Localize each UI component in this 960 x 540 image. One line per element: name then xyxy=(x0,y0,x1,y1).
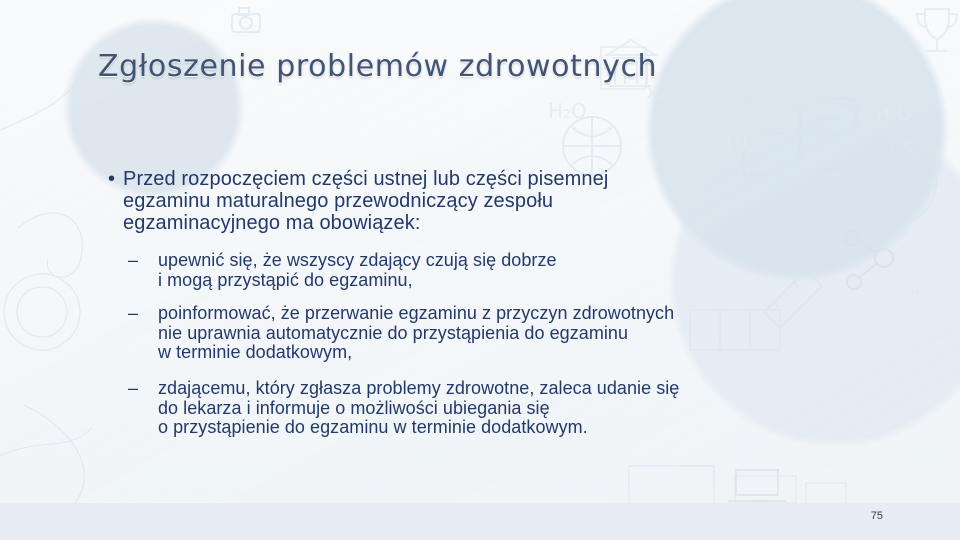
svg-text:10: 10 xyxy=(722,131,748,155)
sub-bullet-text: poinformować, że przerwanie egzaminu z przyczyn zdrowotnych nie uprawnia automatycznie do przystąpienia do egzaminu w terminie dodatkowym, xyxy=(158,303,675,362)
dash-marker: – xyxy=(128,303,139,323)
sub-bullet-text: zdającemu, który zgłasza problemy zdrowotne, zaleca udanie się do lekarza i informuje o możliwości ubiegania się o przystąpienie do egzaminu w terminie dodatkowym. xyxy=(158,378,680,437)
svg-text:H₂O: H₂O xyxy=(876,104,911,125)
svg-text:B: B xyxy=(848,63,864,88)
svg-text:+: + xyxy=(910,282,926,303)
dash-marker: – xyxy=(128,378,139,398)
slide-title: Zgłoszenie problemów zdrowotnych xyxy=(98,49,658,84)
main-bullet-text: Przed rozpoczęciem części ustnej lub części pisemnej egzaminu maturalnego przewodniczący zespołu egzaminacyjnego ma obowiązek: xyxy=(123,168,609,234)
svg-text:H₂O: H₂O xyxy=(548,99,587,123)
svg-text:-: - xyxy=(842,426,849,447)
footer-band xyxy=(0,503,960,540)
bullet-marker: • xyxy=(108,168,116,190)
svg-text:C: C xyxy=(874,63,890,88)
svg-text:x₂: x₂ xyxy=(646,79,666,103)
page-number: 75 xyxy=(870,510,883,522)
globe-icon xyxy=(563,117,621,175)
dash-marker: – xyxy=(128,250,139,270)
sub-bullet-text: upewnić się, że wszyscy zdający czują się dobrze i mogą przystąpić do egzaminu, xyxy=(158,250,557,290)
